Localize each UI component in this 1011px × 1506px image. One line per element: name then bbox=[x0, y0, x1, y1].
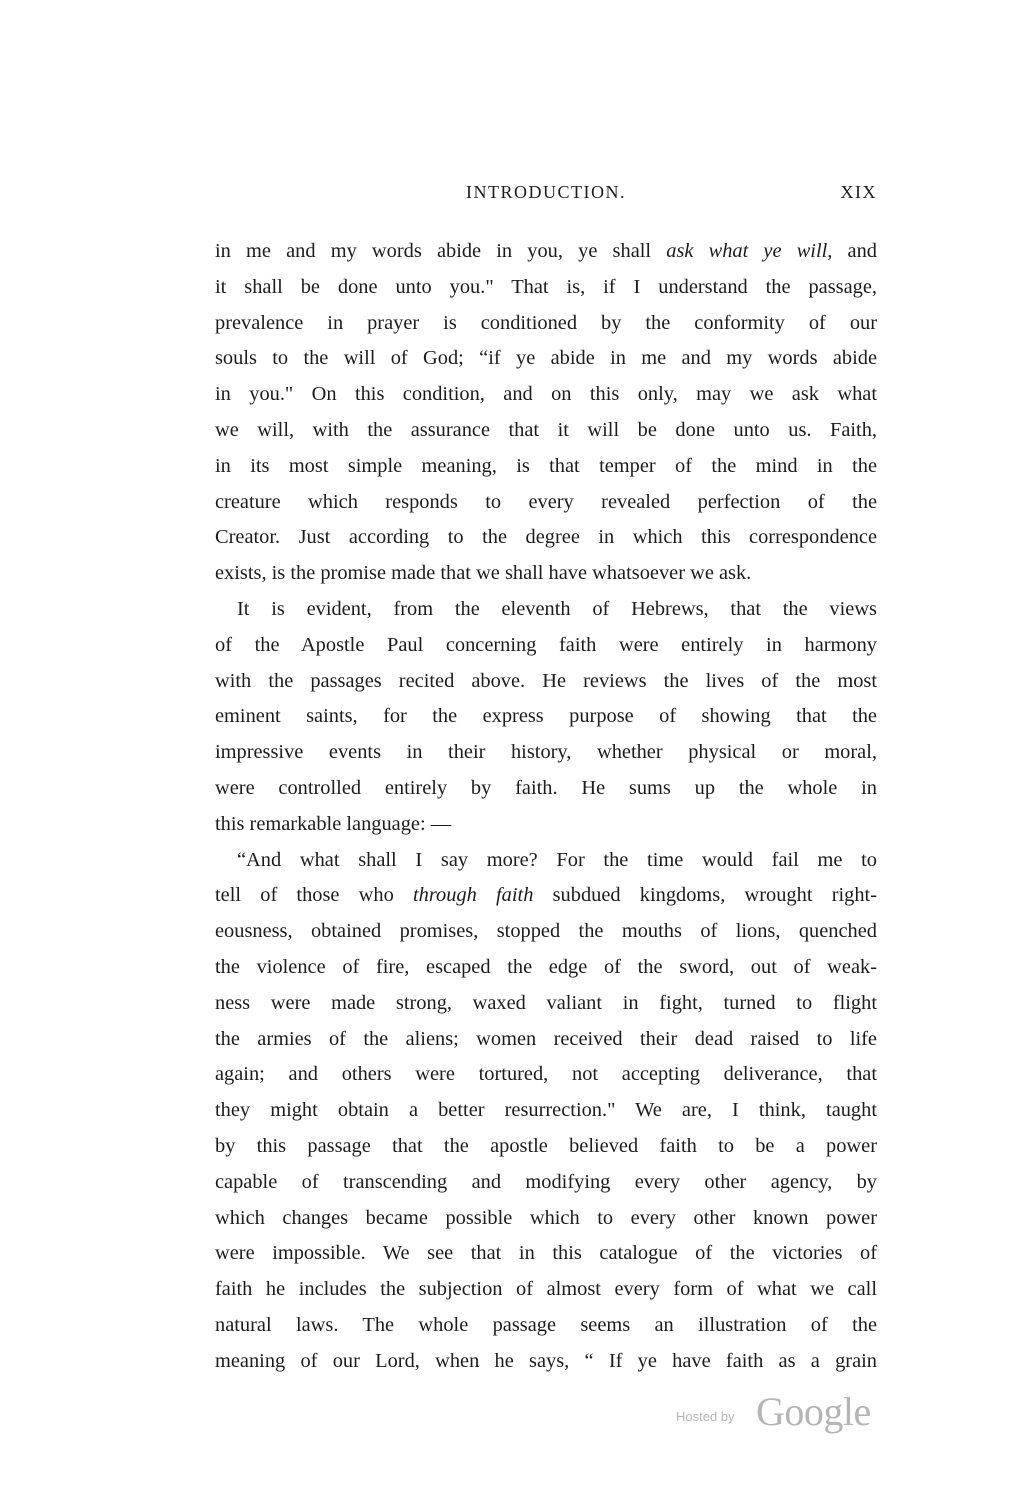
text-line: in its most simple meaning, is that temper of the mind in the bbox=[215, 454, 877, 477]
text-line: prevalence in prayer is conditioned by the conformity of our bbox=[215, 311, 877, 334]
running-header bbox=[215, 182, 877, 212]
hosted-by-label: Hosted by bbox=[676, 1409, 735, 1424]
text-line: impressive events in their history, whether physical or moral, bbox=[215, 741, 877, 764]
text-line: natural laws. The whole passage seems an illustration of the bbox=[215, 1313, 877, 1336]
text-line: in me and my words abide in you, ye shall ask what ye will, and bbox=[215, 240, 877, 262]
text-line: we will, with the assurance that it will be done unto us. Faith, bbox=[215, 418, 877, 441]
page-number: XIX bbox=[840, 182, 877, 202]
google-watermark bbox=[676, 1389, 886, 1436]
text-line: with the passages recited above. He reviews the lives of the most bbox=[215, 669, 877, 692]
text-line: this remarkable language: — bbox=[215, 812, 452, 835]
running-title: INTRODUCTION. bbox=[466, 182, 626, 202]
text-line: souls to the will of God; “if ye abide in me and my words abide bbox=[215, 347, 877, 370]
text-line: were impossible. We see that in this catalogue of the victories of bbox=[215, 1242, 877, 1265]
text-line: the violence of fire, escaped the edge of the sword, out of weak- bbox=[215, 955, 877, 978]
text-line: again; and others were tortured, not accepting deliverance, that bbox=[215, 1063, 877, 1086]
google-logo: Google bbox=[756, 1389, 871, 1434]
text-line: they might obtain a better resurrection." We are, I think, taught bbox=[215, 1099, 877, 1122]
text-line: capable of transcending and modifying every other agency, by bbox=[215, 1170, 877, 1193]
text-line: tell of those who through faith subdued kingdoms, wrought right- bbox=[215, 884, 877, 907]
text-line: the armies of the aliens; women received their dead raised to life bbox=[215, 1027, 877, 1050]
text-line: by this passage that the apostle believed faith to be a power bbox=[215, 1134, 877, 1157]
text-line: eousness, obtained promises, stopped the mouths of lions, quenched bbox=[215, 920, 877, 943]
text-line: ness were made strong, waxed valiant in fight, turned to flight bbox=[215, 991, 877, 1014]
text-line: faith he includes the subjection of almost every form of what we call bbox=[215, 1278, 877, 1301]
text-line: Creator. Just according to the degree in which this correspondence bbox=[215, 526, 877, 549]
text-line: creature which responds to every revealed perfection of the bbox=[215, 490, 877, 513]
paragraph-start: “And what shall I say more? For the time would fail me to bbox=[237, 848, 877, 871]
text-line: eminent saints, for the express purpose of showing that the bbox=[215, 705, 877, 728]
text-line: meaning of our Lord, when he says, “ If ye have faith as a grain bbox=[215, 1349, 877, 1372]
text-line: of the Apostle Paul concerning faith were entirely in harmony bbox=[215, 633, 877, 656]
text-line: in you." On this condition, and on this only, may we ask what bbox=[215, 383, 877, 406]
text-line: exists, is the promise made that we shall have whatsoever we ask. bbox=[215, 562, 752, 585]
text-line: which changes became possible which to every other known power bbox=[215, 1206, 877, 1229]
body-text bbox=[215, 234, 877, 1380]
text-line: it shall be done unto you." That is, if I understand the passage, bbox=[215, 275, 877, 298]
text-line: were controlled entirely by faith. He sums up the whole in bbox=[215, 776, 877, 799]
paragraph-start: It is evident, from the eleventh of Hebrews, that the views bbox=[237, 597, 877, 620]
